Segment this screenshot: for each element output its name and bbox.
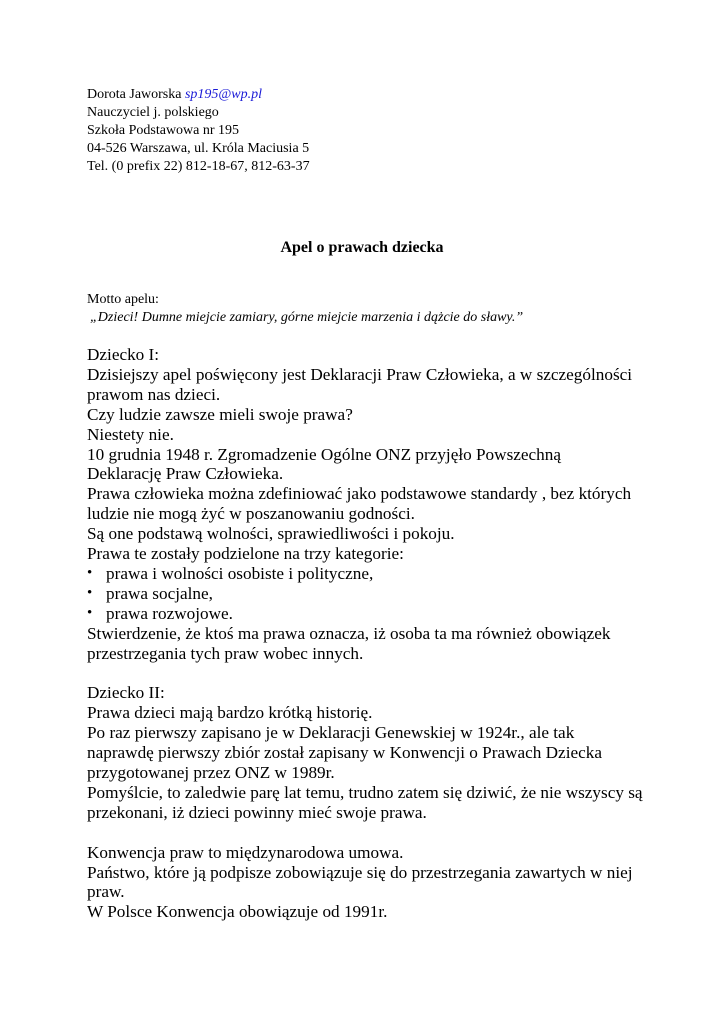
- section2-line: Pomyślcie, to zaledwie parę lat temu, trudno zatem się dziwić, że nie wszyscy są: [87, 782, 643, 802]
- list-item: [87, 604, 647, 624]
- section2-paragraph2-line: Państwo, które ją podpisze zobowiązuje się do przestrzegania zawartych w niej: [87, 862, 633, 882]
- section2-paragraph2-line: praw.: [87, 882, 125, 902]
- section1-line: Prawa te zostały podzielone na trzy kategorie:: [87, 544, 404, 564]
- list-item-text: prawa i wolności osobiste i polityczne,: [106, 563, 374, 583]
- list-item: [87, 584, 647, 604]
- bullet-icon: •: [87, 564, 93, 581]
- author-email-link[interactable]: sp195@wp.pl: [184, 87, 263, 102]
- section1-line: Deklarację Praw Człowieka.: [87, 464, 284, 484]
- author-name: Dorota Jaworska: [87, 87, 182, 102]
- section2-line: przygotowanej przez ONZ w 1989r.: [87, 763, 335, 783]
- rights-categories-list: [87, 564, 647, 624]
- paragraph-gap: [87, 664, 647, 684]
- paragraph-gap: [87, 823, 647, 843]
- section1-line: 10 grudnia 1948 r. Zgromadzenie Ogólne ONZ przyjęło Powszechną: [87, 444, 561, 464]
- section2-line: Po raz pierwszy zapisano je w Deklaracji Genewskiej w 1924r., ale tak: [87, 723, 575, 743]
- section1-heading: Dziecko I:: [87, 345, 160, 364]
- author-name-line: [87, 86, 310, 104]
- section1-line: Prawa człowieka można zdefiniować jako podstawowe standardy , bez których: [87, 484, 632, 504]
- section1-line: Są one podstawą wolności, sprawiedliwości i pokoju.: [87, 524, 455, 544]
- motto-block: [87, 291, 523, 327]
- motto-label: Motto apelu:: [87, 292, 159, 307]
- section2-line: Prawa dzieci mają bardzo krótką historię.: [87, 703, 373, 723]
- section1-line: Czy ludzie zawsze mieli swoje prawa?: [87, 404, 353, 424]
- list-item-text: prawa rozwojowe.: [106, 603, 233, 623]
- author-phone: Tel. (0 prefix 22) 812-18-67, 812-63-37: [87, 159, 310, 174]
- section2-heading: Dziecko II:: [87, 683, 165, 703]
- motto-quote: „Dzieci! Dumne miejcie zamiary, górne miejcie marzenia i dążcie do sławy.”: [90, 310, 524, 325]
- section1-line: Dzisiejszy apel poświęcony jest Deklaracji Praw Człowieka, a w szczególności: [87, 364, 633, 384]
- document-body: [87, 345, 647, 922]
- document-title: Apel o prawach dziecka: [280, 239, 444, 256]
- author-address: 04-526 Warszawa, ul. Króla Maciusia 5: [87, 141, 310, 156]
- section1-line: ludzie nie mogą żyć w poszanowaniu godności.: [87, 504, 415, 524]
- section2-paragraph2-line: W Polsce Konwencja obowiązuje od 1991r.: [87, 902, 388, 922]
- bullet-icon: •: [87, 604, 93, 621]
- section1-closing-line: Stwierdzenie, że ktoś ma prawa oznacza, iż osoba ta ma również obowiązek: [87, 623, 611, 643]
- section2-line: przekonani, iż dzieci powinny mieć swoje prawa.: [87, 802, 427, 822]
- section1-closing-line: przestrzegania tych praw wobec innych.: [87, 643, 364, 663]
- section2-line: naprawdę pierwszy zbiór został zapisany w Konwencji o Prawach Dziecka: [87, 743, 602, 763]
- list-item-text: prawa socjalne,: [106, 583, 213, 603]
- author-header: [87, 86, 310, 176]
- section1-line: Niestety nie.: [87, 424, 174, 444]
- author-school: Szkoła Podstawowa nr 195: [87, 123, 240, 138]
- bullet-icon: •: [87, 584, 93, 601]
- section1-line: prawom nas dzieci.: [87, 384, 221, 404]
- author-role: Nauczyciel j. polskiego: [87, 105, 219, 120]
- section2-paragraph2-line: Konwencja praw to międzynarodowa umowa.: [87, 842, 404, 862]
- list-item: [87, 564, 647, 584]
